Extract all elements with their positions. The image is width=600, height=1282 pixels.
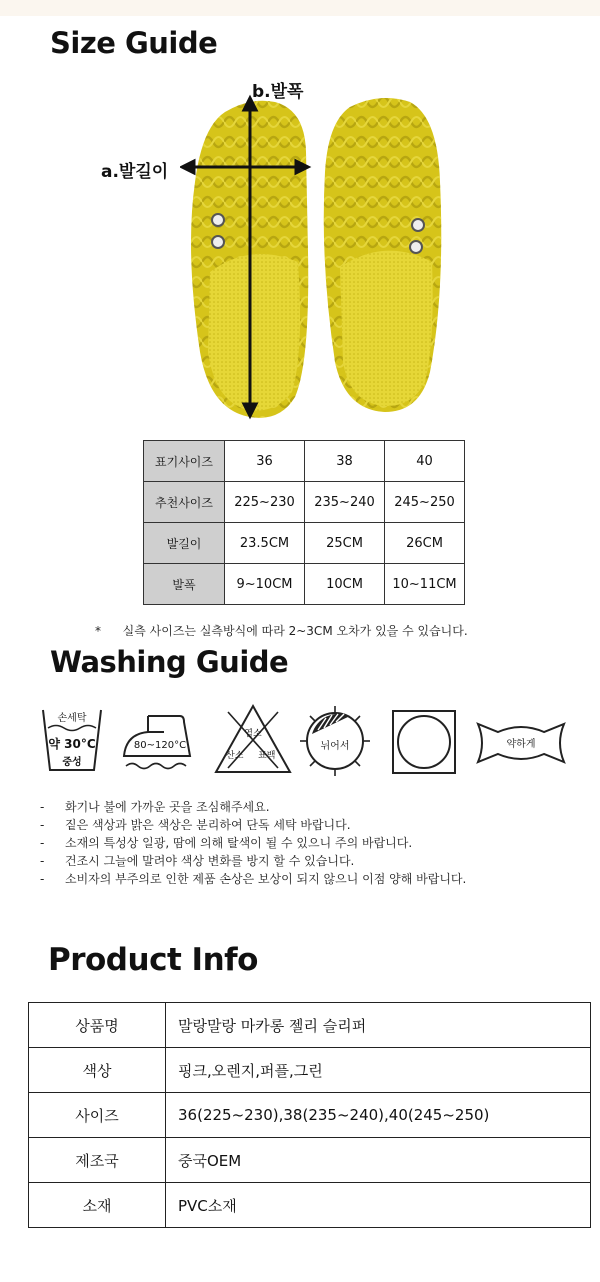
care-dash: - [40, 872, 45, 886]
info-key: 상품명 [29, 1003, 166, 1048]
iron-temp: 80~120°C [133, 740, 187, 751]
info-value: 핑크,오렌지,퍼플,그린 [166, 1048, 591, 1093]
size-cell: 10CM [305, 564, 385, 605]
dry-flat-icon [298, 704, 372, 778]
right-slipper [324, 98, 442, 412]
product-info-table [28, 1002, 591, 1228]
size-note [95, 622, 468, 639]
care-item [40, 834, 466, 852]
info-value: 36(225~230),38(235~240),40(245~250) [166, 1093, 591, 1138]
slipper-pair-illustration [180, 92, 450, 422]
info-value: 말랑말랑 마카롱 젤리 슬리퍼 [166, 1003, 591, 1048]
size-table [143, 440, 465, 605]
care-item [40, 852, 466, 870]
info-value: PVC소재 [166, 1183, 591, 1228]
size-cell: 225~230 [225, 482, 305, 523]
bleach-chlorine: 염소 [244, 729, 262, 739]
size-cell: 25CM [305, 523, 385, 564]
care-text: 화기나 불에 가까운 곳을 조심해주세요. [65, 800, 270, 814]
care-dash: - [40, 818, 45, 832]
slipper-image [180, 92, 450, 422]
size-cell: 9~10CM [225, 564, 305, 605]
size-row [144, 523, 465, 564]
size-cell: 40 [385, 441, 465, 482]
hand-wash-temp: 약 30°C [48, 737, 96, 751]
info-key: 제조국 [29, 1138, 166, 1183]
info-row [29, 1138, 591, 1183]
info-key: 색상 [29, 1048, 166, 1093]
no-bleach-icon [212, 702, 294, 776]
care-item [40, 816, 466, 834]
foot-length-label: a.발길이 [101, 162, 169, 182]
tumble-dry-icon [392, 710, 456, 774]
size-guide-title: Size Guide [50, 26, 218, 60]
size-row-header: 발폭 [144, 564, 225, 605]
top-band [0, 0, 600, 16]
size-cell: 38 [305, 441, 385, 482]
info-row [29, 1048, 591, 1093]
care-text: 건조시 그늘에 말려야 색상 변화를 방지 할 수 있습니다. [65, 854, 355, 868]
info-row [29, 1003, 591, 1048]
care-text: 소재의 특성상 일광, 땀에 의해 탈색이 될 수 있으니 주의 바랍니다. [65, 836, 413, 850]
info-value: 중국OEM [166, 1138, 591, 1183]
size-cell: 23.5CM [225, 523, 305, 564]
size-row [144, 482, 465, 523]
note-text: 실측 사이즈는 실측방식에 따라 2~3CM 오차가 있을 수 있습니다. [122, 624, 468, 638]
hand-wash-detergent: 중성 [62, 757, 82, 768]
care-dash: - [40, 800, 45, 814]
size-cell: 36 [225, 441, 305, 482]
product-info-title: Product Info [48, 942, 258, 978]
size-cell: 26CM [385, 523, 465, 564]
bleach-oxygen: 산소 [226, 751, 244, 761]
note-asterisk: * [95, 624, 101, 638]
info-row [29, 1183, 591, 1228]
care-item [40, 870, 466, 888]
size-row [144, 441, 465, 482]
foot-width-label: b.발폭 [252, 82, 304, 102]
size-row-header: 추천사이즈 [144, 482, 225, 523]
care-instructions [40, 798, 466, 888]
size-row [144, 564, 465, 605]
gentle-wring-icon [476, 718, 566, 768]
hand-wash-label: 손세탁 [57, 713, 87, 724]
care-item [40, 798, 466, 816]
care-text: 짙은 색상과 밝은 색상은 분리하여 단독 세탁 바랍니다. [65, 818, 351, 832]
gentle-label: 약하게 [506, 739, 536, 750]
size-cell: 235~240 [305, 482, 385, 523]
care-text: 소비자의 부주의로 인한 제품 손상은 보상이 되지 않으니 이점 양해 바랍니다. [65, 872, 467, 886]
washing-guide-title: Washing Guide [50, 645, 289, 679]
size-row-header: 표기사이즈 [144, 441, 225, 482]
size-cell: 10~11CM [385, 564, 465, 605]
bleach-bleach: 표백 [258, 751, 276, 761]
size-row-header: 발길이 [144, 523, 225, 564]
care-dash: - [40, 854, 45, 868]
iron-icon [118, 708, 198, 774]
info-key: 사이즈 [29, 1093, 166, 1138]
hand-wash-icon [40, 706, 104, 776]
info-key: 소재 [29, 1183, 166, 1228]
care-dash: - [40, 836, 45, 850]
info-row [29, 1093, 591, 1138]
size-cell: 245~250 [385, 482, 465, 523]
dry-flat-label: 뉘어서 [320, 741, 350, 752]
